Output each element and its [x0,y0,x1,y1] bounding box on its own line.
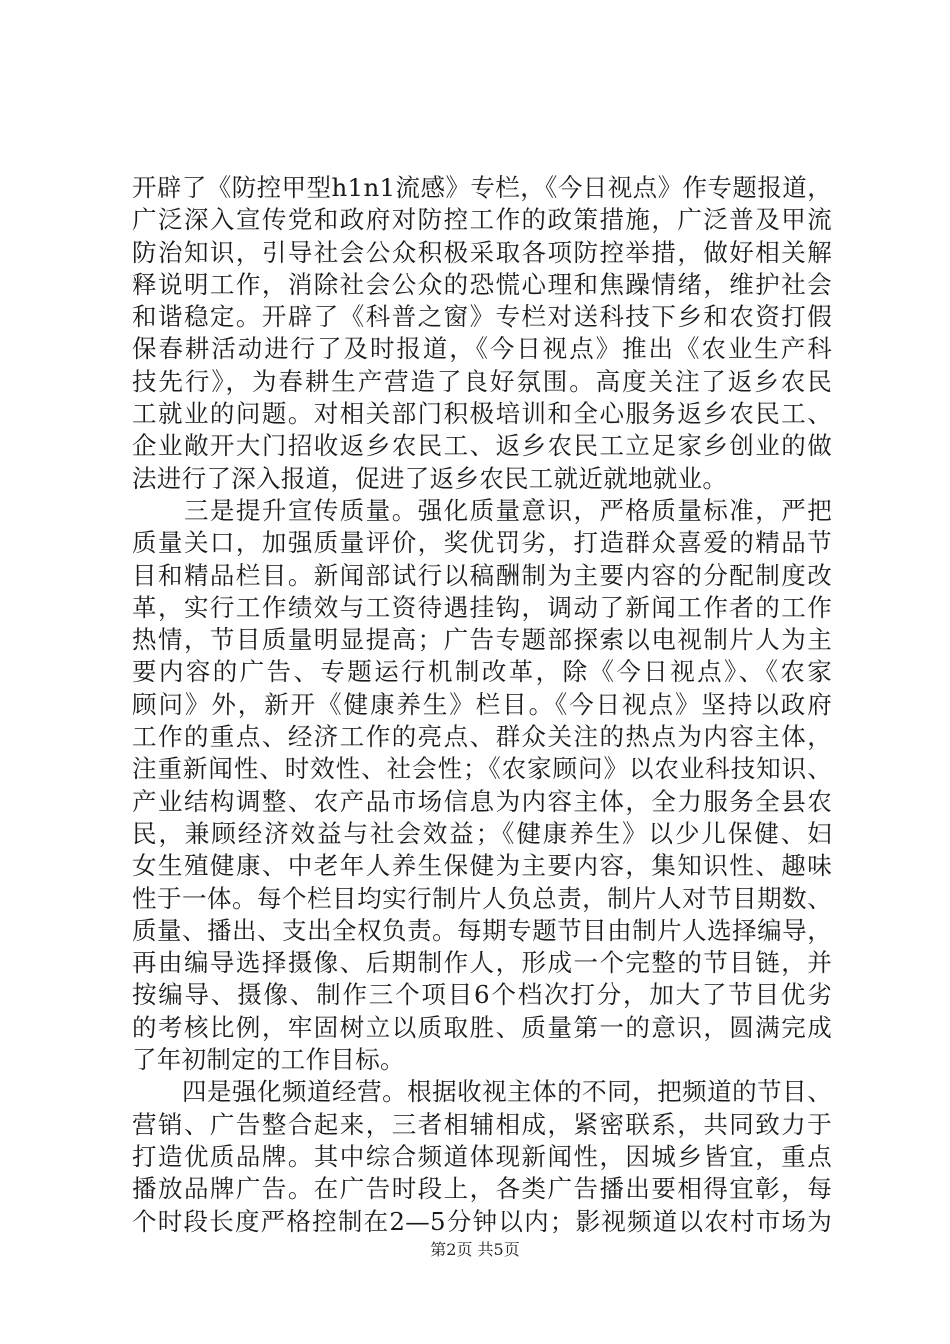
text-line: 打造优质品牌。其中综合频道体现新闻性，因城乡皆宜，重点 [132,1141,832,1171]
text-line: 了年初制定的工作目标。 [132,1045,405,1075]
text-line: 的考核比例，牢固树立以质取胜、质量第一的意识，圆满完成 [132,1012,832,1042]
text-line: 技先行》，为春耕生产营造了良好氛围。高度关注了返乡农民 [132,366,832,396]
text-line: 顾问》外，新开《健康养生》栏目。《今日视点》坚持以政府 [132,689,832,719]
text-line: 四是强化频道经营。根据收视主体的不同，把频道的节目、 [132,1077,832,1107]
text-line: 防治知识，引导社会公众积极采取各项防控举措，做好相关解 [132,237,832,267]
text-line: 广泛深入宣传党和政府对防控工作的政策措施，广泛普及甲流 [132,205,832,235]
text-line: 再由编导选择摄像、后期制作人，形成一个完整的节目链，并 [132,948,832,978]
text-line: 质量、播出、支出全权负责。每期专题节目由制片人选择编导， [132,915,832,945]
text-line: 女生殖健康、中老年人养生保健为主要内容，集知识性、趣味 [132,851,832,881]
text-line: 法进行了深入报道，促进了返乡农民工就近就地就业。 [132,463,728,493]
text-line: 民，兼顾经济效益与社会效益；《健康养生》以少儿保健、妇 [132,818,832,848]
text-line: 要内容的广告、专题运行机制改革，除《今日视点》、《农家 [132,657,832,687]
text-line: 注重新闻性、时效性、社会性；《农家顾问》以农业科技知识、 [132,754,832,784]
text-line: 按编导、摄像、制作三个项目6个档次打分，加大了节目优劣 [132,980,832,1010]
text-line: 革，实行工作绩效与工资待遇挂钩，调动了新闻工作者的工作 [132,592,832,622]
text-line: 播放品牌广告。在广告时段上，各类广告播出要相得宜彰，每 [132,1174,832,1204]
document-body [132,172,832,1238]
text-line: 工就业的问题。对相关部门积极培训和全心服务返乡农民工、 [132,399,832,429]
text-line: 营销、广告整合起来，三者相辅相成，紧密联系，共同致力于 [132,1109,832,1139]
text-line: 个时段长度严格控制在2—5分钟以内；影视频道以农村市场为 [132,1206,832,1236]
text-line: 性于一体。每个栏目均实行制片人负总责，制片人对节目期数、 [132,883,832,913]
text-line: 工作的重点、经济工作的亮点、群众关注的热点为内容主体， [132,722,832,752]
text-line: 质量关口，加强质量评价，奖优罚劣，打造群众喜爱的精品节 [132,528,832,558]
page-footer: 第2页 共5页 [430,1240,520,1259]
text-line: 目和精品栏目。新闻部试行以稿酬制为主要内容的分配制度改 [132,560,832,590]
text-line: 热情，节目质量明显提高；广告专题部探索以电视制片人为主 [132,625,832,655]
text-line: 企业敞开大门招收返乡农民工、返乡农民工立足家乡创业的做 [132,431,832,461]
text-line: 保春耕活动进行了及时报道，《今日视点》推出《农业生产科 [132,334,832,364]
text-line: 产业结构调整、农产品市场信息为内容主体，全力服务全县农 [132,786,832,816]
text-line: 开辟了《防控甲型h1n1流感》专栏，《今日视点》作专题报道， [132,173,832,202]
text-line: 释说明工作，消除社会公众的恐慌心理和焦躁情绪，维护社会 [132,269,832,299]
text-line: 和谐稳定。开辟了《科普之窗》专栏对送科技下乡和农资打假 [132,302,832,332]
text-line: 三是提升宣传质量。强化质量意识，严格质量标准，严把 [132,495,832,525]
